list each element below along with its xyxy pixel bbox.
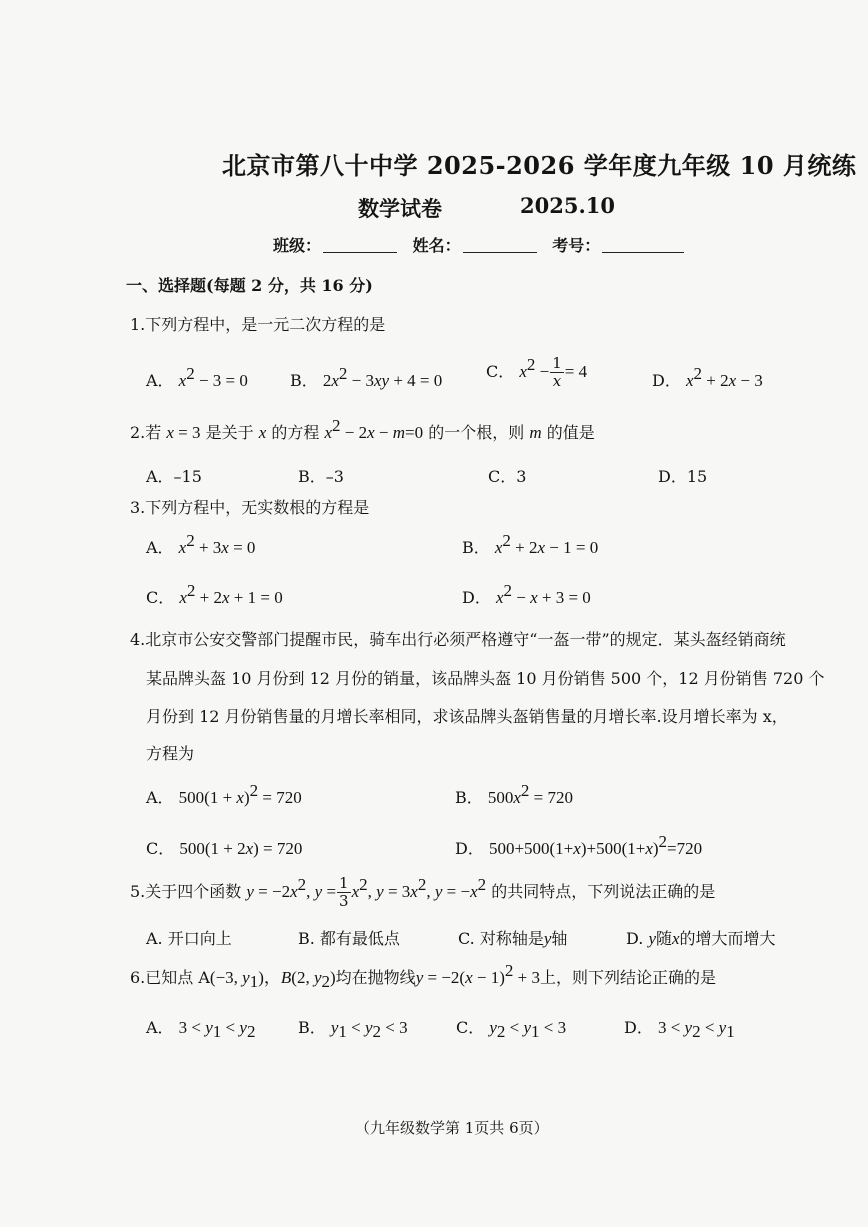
q3-option-b[interactable]: B． $x^2 + 2x - 1 = 0$ bbox=[462, 531, 599, 557]
page-footer: （九年级数学第 1页共 6页） bbox=[355, 1119, 549, 1137]
question-3-stem: 3.下列方程中，无实数根的方程是 bbox=[130, 498, 370, 517]
id-label: 考号： bbox=[552, 236, 601, 255]
exam-date: 2025.10 bbox=[520, 193, 615, 218]
q1-option-d[interactable]: D． $x^2 + 2x - 3$ bbox=[652, 364, 763, 390]
q6-option-b[interactable]: B． $y_1 < y_2 < 3$ bbox=[298, 1018, 408, 1041]
q5-option-b[interactable]: B. 都有最低点 bbox=[298, 929, 400, 948]
q3-option-d[interactable]: D． $x^2 - x + 3 = 0$ bbox=[462, 581, 591, 607]
q3-option-c[interactable]: C． $x^2 + 2x + 1 = 0$ bbox=[146, 581, 283, 607]
q6-option-a[interactable]: A． $3 < y_1 < y_2$ bbox=[146, 1018, 256, 1041]
q1-option-a[interactable]: A． $x^2 - 3 = 0$ bbox=[146, 364, 248, 390]
q1-option-c[interactable]: C． $x^2$ − $\frac{1}{x}$ = 4 bbox=[486, 354, 588, 390]
question-4-line-2: 某品牌头盔 10 月份到 12 月份的销量，该品牌头盔 10 月份销售 500 个，12 月份销售 720 个 bbox=[146, 669, 825, 688]
question-4-line-1: 4.北京市公安交警部门提醒市民，骑车出行必须严格遵守“一盔一带”的规定．某头盔经销商统 bbox=[130, 630, 786, 649]
q5-option-a[interactable]: A. 开口向上 bbox=[146, 929, 232, 948]
question-1-stem: 1.下列方程中，是一元二次方程的是 bbox=[130, 315, 386, 334]
question-5-stem: 5.关于四个函数 $y = -2x^2$, y = $\frac{1}{3}$ $x^2$, $y = 3x^2$, $y = -x^2$ 的共同特点，下列说法正确的是 bbox=[130, 874, 716, 910]
q6-option-c[interactable]: C． $y_2 < y_1 < 3$ bbox=[456, 1018, 567, 1041]
question-2-stem: 2.若 x = 3 是关于 x 的方程 $x^2 - 2x - m=0$ 的一个根，则 m 的值是 bbox=[130, 416, 595, 442]
q2-option-a[interactable]: A．–15 bbox=[146, 467, 202, 486]
q4-option-d[interactable]: D． $500+500(1+x)+500(1+x)^2=720$ bbox=[455, 832, 703, 858]
question-4-line-3: 月份到 12 月份销售量的月增长率相同，求该品牌头盔销售量的月增长率.设月增长率为 x， bbox=[146, 707, 788, 726]
q6-option-d[interactable]: D． $3 < y_2 < y_1$ bbox=[624, 1018, 735, 1041]
q2-option-b[interactable]: B．–3 bbox=[298, 467, 344, 486]
question-4-line-4: 方程为 bbox=[146, 744, 195, 763]
name-label: 姓名： bbox=[412, 236, 461, 255]
q3-option-a[interactable]: A． $x^2 + 3x = 0$ bbox=[146, 531, 256, 557]
q2-option-c[interactable]: C．3 bbox=[488, 467, 527, 486]
section-title: 一、选择题(每题 2 分，共 16 分) bbox=[126, 276, 373, 295]
q4-option-b[interactable]: B． $500x^2 = 720$ bbox=[455, 781, 573, 807]
id-blank[interactable] bbox=[602, 252, 684, 253]
name-blank[interactable] bbox=[463, 252, 537, 253]
student-info-row bbox=[273, 233, 694, 256]
exam-subject: 数学试卷 bbox=[358, 196, 442, 221]
q2-option-d[interactable]: D．15 bbox=[658, 467, 708, 486]
q5-option-d[interactable]: D. y随x的增大而增大 bbox=[626, 929, 776, 948]
class-label: 班级： bbox=[273, 236, 322, 255]
q1-option-b[interactable]: B． $2x^2 - 3xy + 4 = 0$ bbox=[290, 364, 443, 390]
q5-option-c[interactable]: C. 对称轴是y轴 bbox=[458, 929, 568, 948]
class-blank[interactable] bbox=[323, 252, 397, 253]
question-6-stem: 6.已知点 A(−3, $y_1$)，B(2, $y_2$)均在抛物线$y = -2(x - 1)^2 + 3$上，则下列结论正确的是 bbox=[130, 961, 716, 991]
q4-option-c[interactable]: C． 500(1 + 2x) = 720 bbox=[146, 839, 303, 858]
exam-title: 北京市第八十中学 2025-2026 学年度九年级 10 月统练 bbox=[222, 151, 857, 180]
q4-option-a[interactable]: A． $500(1 + x)^2 = 720$ bbox=[146, 781, 302, 807]
